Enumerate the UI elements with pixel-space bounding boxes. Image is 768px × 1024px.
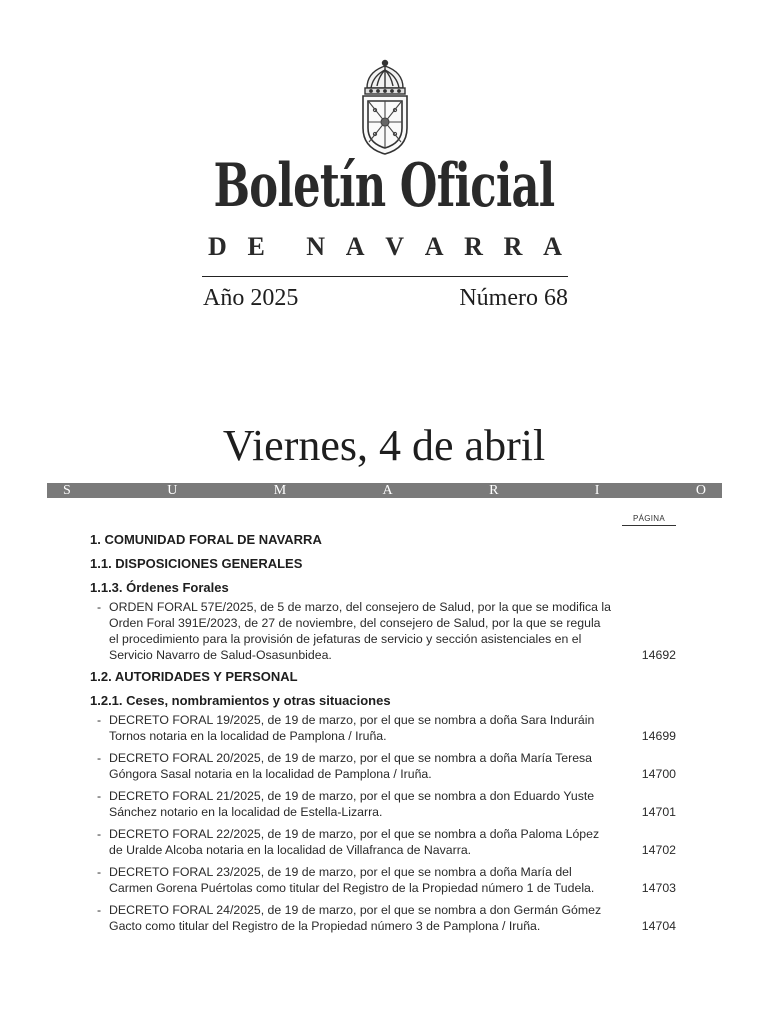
subtitle-letter: A [424,232,444,261]
toc-entry-text: ORDEN FORAL 57E/2025, de 5 de marzo, del consejero de Salud, por la que se modifica la Orden Foral 391E/2023, de 27 de noviembre, del consejero de Salud, por la que se regula el procedimiento para la provisión de jefaturas de servicio y sección asistenciales en el Servicio Navarro de Salud-Osasunbidea. [109,600,611,662]
toc-entry[interactable] [90,826,680,858]
sumario-letter: U [167,483,178,498]
subtitle-letter: D [208,232,227,261]
subtitle-letter: R [503,232,523,261]
subtitle-letter: A [543,232,562,261]
masthead-subtitle [208,232,562,262]
toc-entry-text: DECRETO FORAL 24/2025, de 19 de marzo, por el que se nombra a don Germán Gómez Gacto como titular del Registro de la Propiedad número 3 de Pamplona / Iruña. [109,903,602,933]
toc-entry[interactable] [90,902,680,934]
section-heading: 1.2. AUTORIDADES Y PERSONAL [90,669,298,684]
bullet-dash: - [97,865,102,879]
toc-entry-page: 14701 [641,805,676,819]
bullet-dash: - [97,789,102,803]
toc-entry[interactable] [90,788,680,820]
subtitle-letter: E [247,232,265,261]
toc-entry-page: 14700 [641,767,676,781]
toc-entry-page: 14704 [641,919,676,933]
sumario-letter: O [695,483,706,498]
toc-entry-page: 14699 [641,729,676,743]
bullet-dash: - [97,600,102,614]
toc-entry-page: 14702 [641,843,676,857]
toc-entry-text: DECRETO FORAL 20/2025, de 19 de marzo, por el que se nombra a doña María Teresa Góngora Sasal notaria en la localidad de Pamplona / Iruña. [109,751,593,781]
sumario-letter: I [594,483,600,498]
issue-date: Viernes, 4 de abril [222,421,546,470]
subtitle-letter: A [345,232,365,261]
sumario-bar [47,483,722,498]
toc-entry[interactable] [90,712,680,744]
bullet-dash: - [97,751,102,765]
toc-entry-page: 14703 [641,881,676,895]
subtitle-letter: V [385,232,404,261]
masthead-title: Boletín Oficial [213,151,555,221]
toc-entry-text: DECRETO FORAL 19/2025, de 19 de marzo, por el que se nombra a doña Sara Induráin Tornos notaria en la localidad de Pamplona / Iruña. [109,713,595,743]
masthead-divider [202,276,568,277]
table-of-contents [90,531,680,940]
bullet-dash: - [97,713,102,727]
sumario-letter: S [63,483,71,498]
toc-entry[interactable] [90,599,680,663]
toc-entry-text: DECRETO FORAL 22/2025, de 19 de marzo, por el que se nombra a doña Paloma López de Uralde Alcoba notaria en la localidad de Villafranca de Navarra. [109,827,600,857]
toc-entry[interactable] [90,750,680,782]
navarra-coat-of-arms-icon [355,58,415,158]
section-heading: 1.1. DISPOSICIONES GENERALES [90,556,303,571]
toc-entry-page: 14692 [641,648,676,662]
section-heading: 1.1.3. Órdenes Forales [90,580,229,595]
toc-entry-text: DECRETO FORAL 23/2025, de 19 de marzo, por el que se nombra a doña María del Carmen Gorena Puértolas como titular del Registro de la Propiedad número 1 de Tudela. [109,865,595,895]
page-column-header: PÁGINA [622,514,676,526]
subtitle-letter: N [306,232,326,261]
bullet-dash: - [97,903,102,917]
issue-year: Año 2025 [203,285,299,311]
sumario-letter: M [273,483,287,498]
sumario-letter: R [489,483,499,498]
section-heading: 1.2.1. Ceses, nombramientos y otras situaciones [90,693,391,708]
toc-entry-text: DECRETO FORAL 21/2025, de 19 de marzo, por el que se nombra a don Eduardo Yuste Sánchez notario en la localidad de Estella-Lizarra. [109,789,595,819]
subtitle-letter: R [464,232,483,261]
section-heading: 1. COMUNIDAD FORAL DE NAVARRA [90,532,322,547]
issue-number: Número 68 [459,285,568,311]
bullet-dash: - [97,827,102,841]
toc-entry[interactable] [90,864,680,896]
sumario-letter: A [382,483,393,498]
